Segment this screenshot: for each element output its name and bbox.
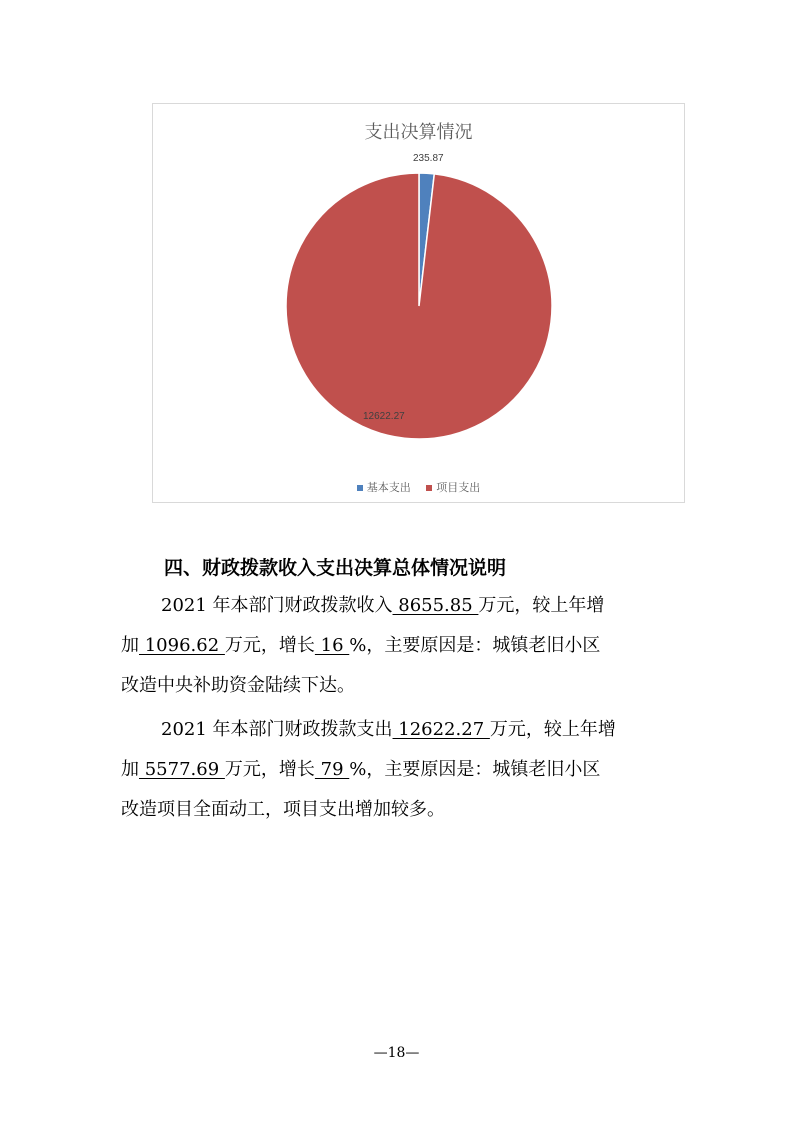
text-segment: 万元，较上年增 [478, 595, 605, 616]
pie-slice-project-expense [286, 173, 552, 439]
expenditure-amount: 12622.27 [392, 719, 490, 740]
legend-label-project-expense: 项目支出 [436, 481, 481, 494]
expenditure-growth-percent: 79 [314, 759, 350, 780]
text-segment: 2021 年本部门财政拨款支出 [161, 719, 393, 740]
data-label-basic-expense: 235.87 [413, 153, 444, 164]
paragraph-line [121, 750, 681, 790]
text-segment: 万元，增长 [224, 635, 315, 656]
paragraph-line [121, 586, 681, 626]
paragraph-expenditure [121, 710, 681, 830]
paragraph-line: 改造项目全面动工，项目支出增加较多。 [121, 799, 445, 820]
text-segment: 2021 年本部门财政拨款收入 [161, 595, 393, 616]
income-amount: 8655.85 [392, 595, 479, 616]
text-segment: 加 [121, 635, 139, 656]
legend-item-project-expense [426, 479, 480, 495]
pie-chart [152, 103, 685, 503]
page-number: —18— [373, 1045, 420, 1061]
legend-swatch-basic-expense [357, 485, 363, 491]
text-segment: 万元，较上年增 [489, 719, 616, 740]
chart-legend [153, 479, 684, 495]
chart-title: 支出决算情况 [364, 122, 473, 143]
expenditure-increase-amount: 5577.69 [139, 759, 225, 780]
paragraph-line: 改造中央补助资金陆续下达。 [121, 675, 355, 696]
income-increase-amount: 1096.62 [139, 635, 225, 656]
legend-swatch-project-expense [426, 485, 432, 491]
legend-item-basic-expense [357, 479, 411, 495]
data-label-project-expense: 12622.27 [363, 411, 405, 422]
legend-label-basic-expense: 基本支出 [366, 481, 411, 494]
text-segment: %，主要原因是：城镇老旧小区 [349, 635, 601, 656]
paragraph-line [121, 626, 681, 666]
income-growth-percent: 16 [314, 635, 350, 656]
text-segment: %，主要原因是：城镇老旧小区 [349, 759, 601, 780]
text-segment: 加 [121, 759, 139, 780]
paragraph-line [121, 710, 681, 750]
text-segment: 万元，增长 [224, 759, 315, 780]
section-heading: 四、财政拨款收入支出决算总体情况说明 [164, 557, 507, 579]
paragraph-income [121, 586, 681, 706]
